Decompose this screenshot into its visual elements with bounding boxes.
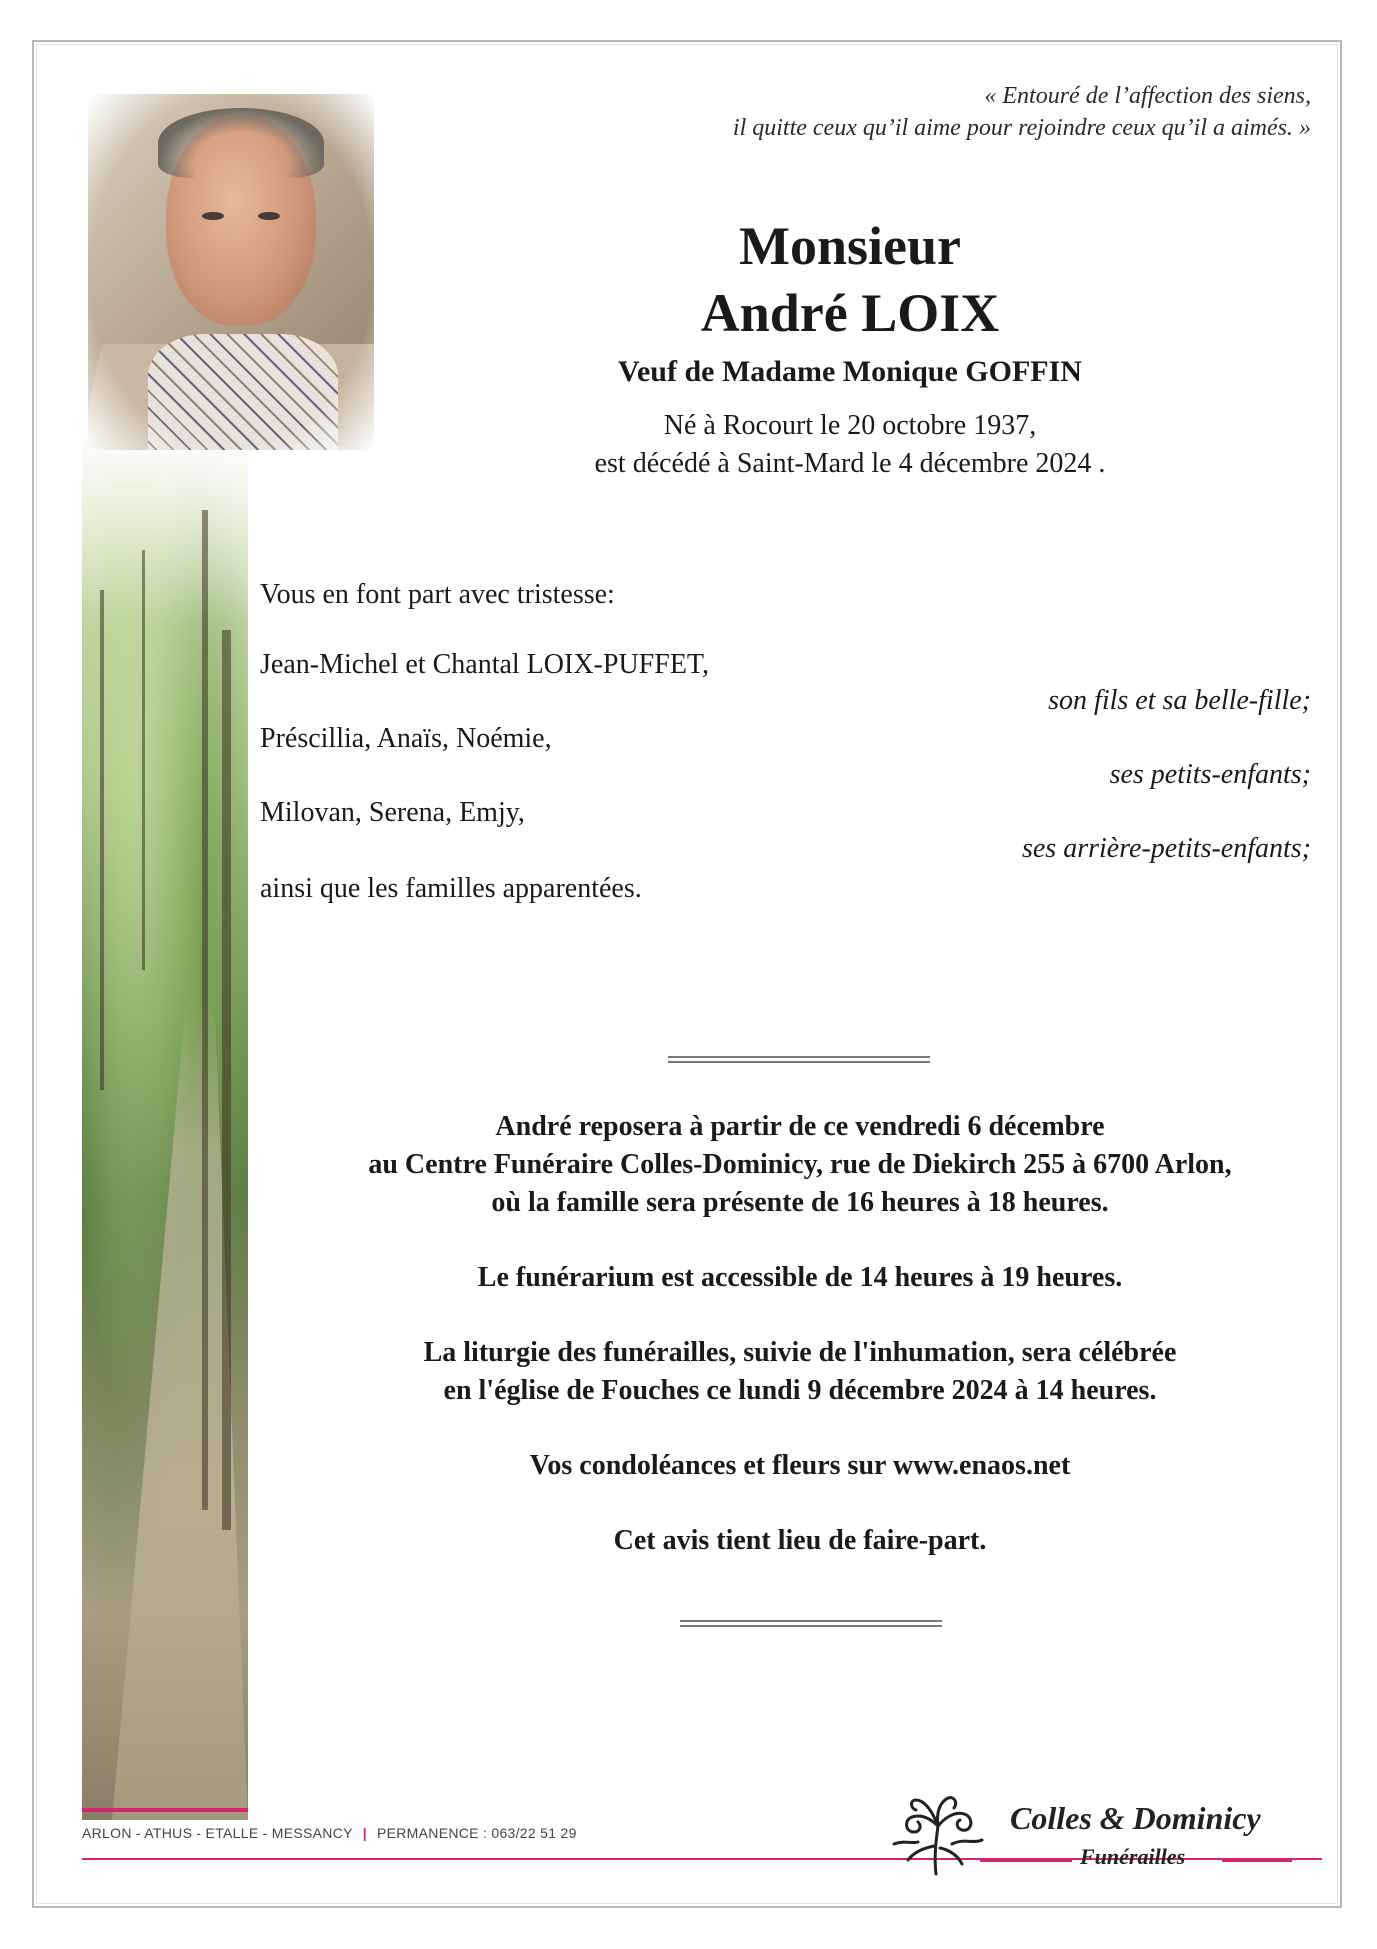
tree-logo-icon <box>888 1786 988 1876</box>
divider <box>668 1056 930 1063</box>
brand-underline <box>1222 1859 1292 1862</box>
deceased-name: André LOIX <box>700 283 1000 343</box>
portrait-eye <box>202 212 224 220</box>
footer-contact <box>82 1825 577 1841</box>
epigraph-quote <box>411 80 1311 144</box>
funerarium-hours: Le funérarium est accessible de 14 heures à 19 heures. <box>477 1262 1123 1293</box>
notice: Cet avis tient lieu de faire-part. <box>613 1525 987 1556</box>
liturgy-line-2: en l'église de Fouches ce lundi 9 décembre 2024 à 14 heures. <box>443 1375 1157 1406</box>
tree-trunk <box>222 630 231 1530</box>
portrait-photo <box>88 94 374 450</box>
family-relation: ses arrière-petits-enfants; <box>1021 833 1311 864</box>
forest-accent-bar <box>82 1808 248 1812</box>
visit-line-2: au Centre Funéraire Colles-Dominicy, rue de Diekirch 255 à 6700 Arlon, <box>368 1149 1232 1180</box>
tree-trunk <box>202 510 208 1510</box>
portrait-eye <box>258 212 280 220</box>
birth-info: Né à Rocourt le 20 octobre 1937, <box>663 410 1037 441</box>
family-relation: son fils et sa belle-fille; <box>1048 685 1311 716</box>
footer-separator: | <box>362 1825 367 1841</box>
announcement-intro: Vous en font part avec tristesse: <box>260 579 615 610</box>
quote-line-1: « Entouré de l’affection des siens, <box>984 83 1311 109</box>
family-names: Jean-Michel et Chantal LOIX-PUFFET, <box>260 649 709 680</box>
family-names: Préscillia, Anaïs, Noémie, <box>260 723 552 754</box>
brand-subtitle: Funérailles <box>1080 1844 1186 1869</box>
funeral-home-logo <box>880 1786 1300 1886</box>
brand-name: Colles & Dominicy <box>1010 1800 1261 1836</box>
family-names: Milovan, Serena, Emjy, <box>260 797 525 828</box>
divider <box>680 1620 942 1627</box>
footer-permanence: PERMANENCE : 063/22 51 29 <box>377 1825 577 1841</box>
liturgy-line-1: La liturgie des funérailles, suivie de l'inhumation, sera célébrée <box>423 1337 1177 1368</box>
salutation: Monsieur <box>739 216 961 276</box>
death-info: est décédé à Saint-Mard le 4 décembre 2024 . <box>594 448 1106 479</box>
tree-trunk <box>142 550 145 970</box>
tree-trunk <box>100 590 104 1090</box>
quote-line-2: il quitte ceux qu’il aime pour rejoindre ceux qu’il a aimés. » <box>732 115 1311 141</box>
portrait-hair <box>158 108 324 178</box>
announcement-closing: ainsi que les familles apparentées. <box>260 873 642 904</box>
footer-locations: ARLON - ATHUS - ETALLE - MESSANCY <box>82 1825 353 1841</box>
widow-of: Veuf de Madame Monique GOFFIN <box>618 355 1082 388</box>
condolences: Vos condoléances et fleurs sur www.enaos.net <box>529 1450 1071 1481</box>
brand-underline <box>980 1859 1072 1862</box>
family-relation: ses petits-enfants; <box>1109 759 1311 790</box>
forest-path-image <box>82 430 248 1820</box>
visit-line-1: André reposera à partir de ce vendredi 6 décembre <box>495 1111 1105 1142</box>
portrait-shirt <box>148 334 338 450</box>
visit-line-3: où la famille sera présente de 16 heures à 18 heures. <box>491 1187 1109 1218</box>
